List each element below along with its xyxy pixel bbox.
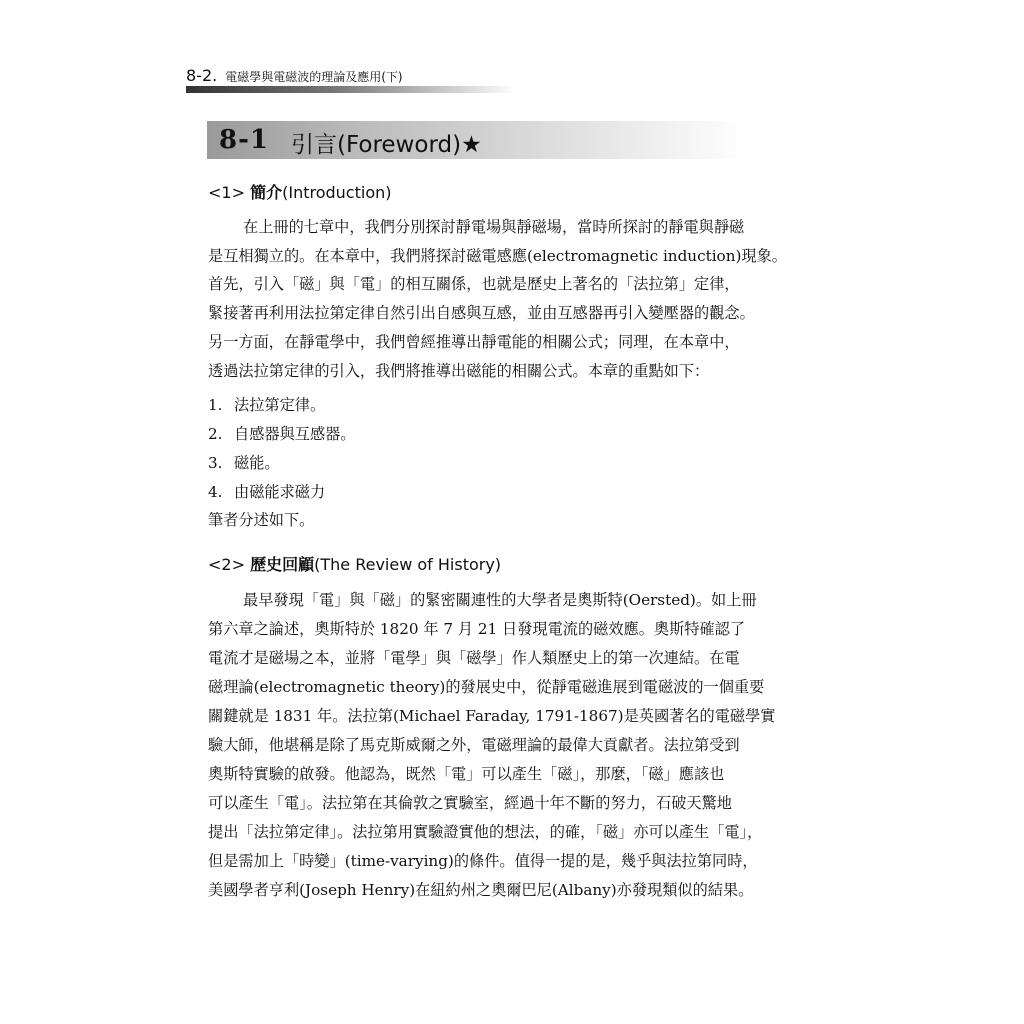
history-heading [208,552,501,575]
history-paragraph-line: 但是需加上「時變」(time-varying)的條件。值得一提的是，幾乎與法拉第同時， [208,852,758,870]
intro-heading-zh: 簡介 [250,183,283,202]
list-item-text: 自感器與互感器。 [234,425,356,443]
intro-heading [208,180,391,203]
history-paragraph-line: 第六章之論述，奧斯特於 1820 年 7 月 21 日發現電流的磁效應。奧斯特確認了 [208,620,746,638]
intro-heading-en: (Introduction) [282,183,392,202]
list-item-text: 由磁能求磁力 [234,483,326,501]
list-item [208,424,356,444]
list-item [208,453,280,473]
list-item-number: 3. [208,454,223,472]
intro-closing: 筆者分述如下。 [208,511,315,529]
list-item-number: 4. [208,483,223,501]
book-title: 電磁學與電磁波的理論及應用(下) [225,70,403,84]
page-number: 8-2. [186,66,218,85]
history-paragraph-line: 磁理論(electromagnetic theory)的發展史中，從靜電磁進展到電磁波的一個重要 [208,678,765,696]
history-paragraph-line: 提出「法拉第定律」。法拉第用實驗證實他的想法，的確，「磁」亦可以產生「電」， [208,823,763,841]
history-heading-num: <2> [208,555,245,574]
running-header-text [186,66,403,85]
history-paragraph-line: 關鍵就是 1831 年。法拉第(Michael Faraday, 1791-1867)是英國著名的電磁學實 [208,707,776,725]
history-paragraph-line: 最早發現「電」與「磁」的緊密關連性的大學者是奧斯特(Oersted)。如上冊 [243,591,757,609]
intro-paragraph-line: 另一方面，在靜電學中，我們曾經推導出靜電能的相關公式；同理，在本章中， [208,333,740,351]
intro-heading-num: <1> [208,183,245,202]
running-header [186,64,516,94]
list-item [208,395,325,415]
list-item-number: 1. [208,396,223,414]
list-item [208,482,325,502]
section-title: 引言(Foreword)★ [291,132,482,158]
intro-paragraph-line: 首先，引入「磁」與「電」的相互關係，也就是歷史上著名的「法拉第」定律， [208,275,740,293]
header-gradient-bar [186,86,516,93]
section-banner [207,121,747,159]
section-number: 8-1 [219,125,269,155]
history-paragraph-line: 可以產生「電」。法拉第在其倫敦之實驗室，經過十年不斷的努力，石破天驚地 [208,794,732,812]
list-item-number: 2. [208,425,223,443]
intro-paragraph-line: 緊接著再利用法拉第定律自然引出自感與互感，並由互感器再引入變壓器的觀念。 [208,304,755,322]
history-paragraph-line: 驗大師，他堪稱是除了馬克斯威爾之外，電磁理論的最偉大貢獻者。法拉第受到 [208,736,740,754]
history-heading-zh: 歷史回顧 [250,555,315,574]
list-item-text: 法拉第定律。 [234,396,326,414]
history-paragraph-line: 電流才是磁場之本，並將「電學」與「磁學」作人類歷史上的第一次連結。在電 [208,649,740,667]
intro-paragraph-line: 是互相獨立的。在本章中，我們將探討磁電感應(electromagnetic induction)現象。 [208,247,787,265]
history-heading-en: (The Review of History) [314,555,502,574]
history-paragraph-line: 奧斯特實驗的啟發。他認為，既然「電」可以產生「磁」，那麼，「磁」應該也 [208,765,725,783]
list-item-text: 磁能。 [234,454,280,472]
history-paragraph-line: 美國學者亨利(Joseph Henry)在紐約州之奧爾巴尼(Albany)亦發現類似的結果。 [208,881,754,899]
intro-paragraph-line: 透過法拉第定律的引入，我們將推導出磁能的相關公式。本章的重點如下： [208,362,710,380]
intro-paragraph-line: 在上冊的七章中，我們分別探討靜電場與靜磁場，當時所探討的靜電與靜磁 [243,218,745,236]
